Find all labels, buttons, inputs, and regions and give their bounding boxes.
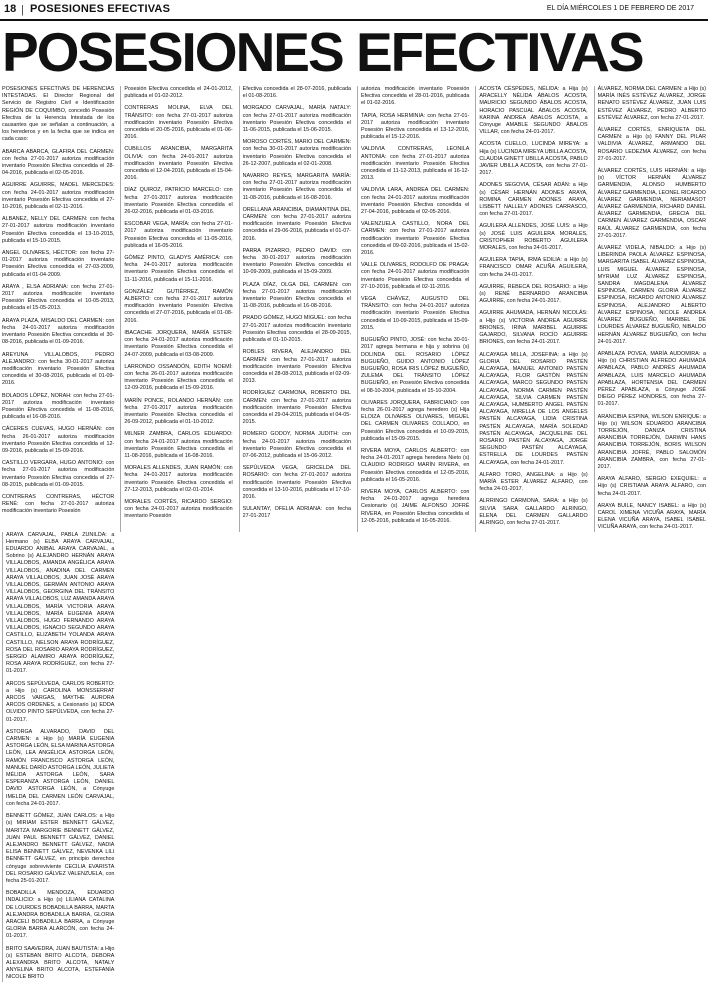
notice-column <box>120 86 232 532</box>
notice-entry: ÁLVAREZ VIDELA, NIBALDO: a Hijo (s) LIBERINDA PAOLA ÁLVAREZ ESPINOSA, MARGARITA ISABEL ÁLVAREZ ESPINOSA, LUIS MIGUEL ÁLVAREZ ESPINOSA, MYRIAM LUZ ÁLVAREZ ESPINOSA, SANDRA MAGDALENA ÁLVAREZ ESPINOSA, CARMEN GLORIA ÁLVAREZ ESPINOSA, RICARDO ANTONIO ÁLVAREZ ESPINOSA, ALEJANDRO ALBERTO ÁLVAREZ ESPINOSA, NICOLE ANDREA ÁLVAREZ BUGUEÑO, MARIBEL DE LOURDES ÁLVAREZ BUGUEÑO, NIBALDO HERNÁN ÁLVAREZ BUGUEÑO, con fecha 24-01-2017. <box>597 245 706 345</box>
notice-entry: Posesión Efectiva concedida el 24-01-2012, publicada el 01-02-2012. <box>124 86 233 100</box>
notice-column <box>594 86 706 532</box>
notice-column <box>239 86 351 532</box>
notice-column <box>357 86 469 532</box>
notice-entry: GONZÁLEZ GUTIÉRREZ, RAMÓN ALBERTO: con fecha 27-01-2017 autoriza modificación inventario Posesión Efectiva concedida el 27-07-2016, publicada el 01-08-2016. <box>124 288 233 324</box>
notice-entry: PARRA PIZARRO, PEDRO DAVID: con fecha 30-01-2017 autoriza modificación inventario Posesión Efectiva concedida el 10-09-2009, publicada el 15-09-2009. <box>242 247 351 276</box>
notice-entry: ANGEL OLIVARES, HÉCTOR: con fecha 27-01-2017 autoriza modificación inventario Posesión Efectiva concedida el 27-03-2009, publicada el 01-04-2009. <box>2 250 115 278</box>
header-separator: | <box>21 4 24 16</box>
notice-entry: CASTILLO VERGARA, HUGO ANTONIO: con fecha 27-01-2017 autoriza modificación inventario Posesión Efectiva concedida el 27-08-2015, publicada el 01-09-2015. <box>2 460 115 488</box>
notice-entry: ÁLVAREZ CORTÉS, LUIS HERNÁN: a Hijo (s) VÍCTOR HERNÁN ÁLVAREZ GARMENDIA, ALONSO HUMBERTO ÁLVAREZ GARMENDIA, LEONEL RICARDO ÁLVAREZ GARMENDIA, NERIAMASOT ÁLVAREZ GARMENDIA, RICHARD DANIEL ÁLVAREZ GARMENDIA, GRECIA DEL CARMEN ÁLVAREZ GARMENDIA, OSCAR RAÚL ÁLVAREZ GARMENDIA, con fecha 27-01-2017. <box>597 168 706 239</box>
notice-entry: NAVARRO REYES, MARGARITA MARÍA: con fecha 27-01-2017 autoriza modificación inventario Posesión Efectiva concedida el 11-08-2016, publicada el 16-08-2016. <box>242 173 351 201</box>
notice-entry: VALENZUELA CASTILLO, NORA DEL CARMEN: con fecha 27-01-2017 autoriza modificación inventario Posesión Efectiva concedida el 09-02-2016, publicada el 15-02-2016. <box>361 221 470 257</box>
notice-entry: MORALES ALLENDES, JUAN RAMÓN: con fecha 24-01-2017 autoriza modificación inventario Posesión Efectiva concedida el 27-12-2013, publicada el 02-01-2014. <box>124 465 233 493</box>
notice-entry: IBACACHE JORQUERA, MARÍA ESTER: con fecha 24-01-2017 autoriza modificación inventario Posesión Efectiva concedida el 24-07-2009, publicada el 03-08-2009. <box>124 329 233 358</box>
notice-entry: ARCOS SEPÚLVEDA, CARLOS ROBERTO: a Hijo (s) CAROLINA MONSSERRAT ARCOS VARGAS, MAYTHE AURORA ARCOS ORDENES, a Cesionario (a) EDDA OLVIDO PINTO SEPÚLVEDA, con fecha 27-01-2017. <box>6 680 115 723</box>
notice-column <box>475 86 587 532</box>
page-header <box>0 0 708 20</box>
notice-entry: CONTRERAS MOLINA, ELVA DEL TRÁNSITO: con fecha 27-01-2017 autoriza modificación inventario Posesión Efectiva concedida el 20-05-2016, publicada el 01-06-2016. <box>124 105 233 141</box>
notice-entry: ARANCIBIA ESPINA, WILSON ENRIQUE: a Hijo (s) WILSON EDUARDO ARANCIBIA TORREJÓN, DANIZA CRISTINA ARANCIBIA TORREJÓN, DARWIN HANS ARANCIBIA TORREJÓN, BORIS WILSON ARANCIBIA JOFRÉ, PABLO SALOMÓN ARANCIBIA ZAMBRA, con fecha 27-01-2017. <box>597 413 706 470</box>
notice-entry: AGUILERA ALLENDES, JOSÉ LUIS: a Hijo (s) JOSÉ LUIS AGUILERA MORALES, CRISTOPHER ROBERTO AGUILERA MORALES, con fecha 24-01-2017. <box>479 223 588 252</box>
notice-entry: MORALES CORTÉS, RICARDO SERGIO: con fecha 24-01-2017 autoriza modificación inventario Posesión <box>124 498 233 520</box>
notice-entry: RODRÍGUEZ CARMONA, ROBERTO DEL CARMEN: con fecha 27-01-2017 autoriza modificación inventario Posesión Efectiva concedida el 29-04-2015, publicada el 04-05-2015. <box>242 390 351 426</box>
notice-entry: BUGUEÑO PINTO, JOSÉ: con fecha 30-01-2017 agrega hermana e hija y sobrina (s) DOLINDA DEL ROSARIO LÓPEZ BUGUEÑO, GUIDO ANTONIO LÓPEZ BUGUEÑO, ROSA IRIS LÓPEZ BUGUEÑO, ZULEMA DEL TRÁNSITO LÓPEZ BUGUEÑO, en Posesión Efectiva concedida el 08-10-2004, publicada el 15-10-2004. <box>361 337 470 394</box>
notice-entry: MOROSO CORTÉS, MARIO DEL CARMEN: con fecha 30-01-2017 autoriza modificación inventario Posesión Efectiva concedida el 26-12-2007, publicada el 02-01-2008. <box>242 139 351 167</box>
notice-columns <box>2 86 706 981</box>
notice-entry: ACOSTA CÉSPEDES, NÉLIDA: a Hija (s) ARACELLY NÉLIDA ÁBALOS ACOSTA, MAURICIO SEGUNDO ÁBALOS ACOSTA, HORACIO PASCUAL ÁBALOS ACOSTA, KARINA ANDREA ÁBALOS ACOSTA, a Cónyuge AMABLE SEGUNDO ÁBALOS VILLAR, con fecha 24-01-2017. <box>479 86 588 136</box>
notice-entry: APABLAZA POVEA, MARÍA AUDOMIRA: a Hijo (s) CHRISTIAN ALFREDO AHUMADA APABLAZA, PABLO ANDRÉS AHUMADA APABLAZA, LUIS MARCELO AHUMADA APABLAZA, HORTENSIA DEL CARMEN PÉREZ APABLAZA, a Cónyuge JOSÉ DIEGO PÉREZ HONORES, con fecha 27-01-2017. <box>597 350 706 408</box>
notice-entry: DÍAZ QUIROZ, PATRICIO MARCELO: con fecha 27-01-2017 autoriza modificación inventario Posesión Efectiva concedida el 26-02-2016, publicada el 01-03-2016. <box>124 187 233 216</box>
notice-entry: ARAYA PLAZA, MISALDO DEL CARMEN: con fecha 24-01-2017 autoriza modificación inventario Posesión Efectiva concedida el 30-08-2016, publicada el 01-09-2016. <box>2 317 115 346</box>
notice-entry: BENNETT GÓMEZ, JUAN CARLOS: a Hijo (s) MIRIAM ESTER BENNETT GÁLVEZ, MARITZA MARGORIE BENNETT GÁLVEZ, JUAN PAUL BENNETT GÁLVEZ, DANIEL ALEJANDRO BENNETT GÁLVEZ, NADIA ELISA BENNETT GÁLVEZ, NEVENKA LILI BENNETT GÁLVEZ, en principio derechos cónyuge sobreviviente CECILIA EVARISTA DEL ROSARIO GÁLVEZ VALENZUELA, con fecha 25-01-2017. <box>6 813 115 884</box>
notice-entry: ESCOBAR VEGA, MARÍA: con fecha 27-01-2017 autoriza modificación inventario Posesión Efectiva concedida el 11-05-2016, publicada el 16-05-2016. <box>124 221 233 249</box>
notice-entry: LARRONDO OSSANDÓN, EDITH NOEMÍ: con fecha 26-01-2017 autoriza modificación inventario Posesión Efectiva concedida el 12-09-2016, publicada el 15-09-2016. <box>124 363 233 392</box>
notice-entry: VALLE OLIVARES, RODOLFO DE PRAGA: con fecha 24-01-2017 autoriza modificación inventario Posesión Efectiva concedida el 27-10-2016, publicada el 02-11-2016. <box>361 262 470 290</box>
notice-entry: CONTRERAS CONTRERAS, HÉCTOR RENÉ: con fecha 27-01-2017 autoriza modificación inventario Posesión <box>2 493 115 515</box>
notice-entry: ALBANEZ, NELLY DEL CARMEN: con fecha 27-01-2017 autoriza modificación inventario Posesión Efectiva concedida el 13-10-2015, publicada el 15-10-2015. <box>2 216 115 244</box>
notice-entry: ALRRINGO CARMONA, SARA: a Hijo (s) SILVIA SARA GALLARDO ALRINGO, ELENA DEL CARMEN GALLARDO ALRINGO, con fecha 27-01-2017. <box>479 498 588 526</box>
notice-entry: ASTORGA ALVARADO, DAVID DEL CARMEN: a Hijo (s) MARÍA EUGENIA ASTORGA LEÓN, ELSA MARINA ASTORGA LEÓN, LEA ANGÉLICA ASTORGA LEÓN, RAMÓN FRANCISCO ASTORGA LEÓN, MANUEL DARÍO ASTORGA LEÓN, JULIETA MÉLIDA ASTORGA LEÓN, SARA ESPERANZA ASTORGA LEÓN, DANIEL DAVID ASTORGA LEÓN, a Cónyuge IMELDA DEL CARMEN LEÓN CARVAJAL, con fecha 24-01-2017. <box>6 728 115 807</box>
notice-entry: ADONES SEGOVIA, CÉSAR ADÁN: a Hijo (s) CÉSAR HERNÁN ADONES ARAYA, ROMINA CARMEN ADONES ARAYA, LISBETT NALLELY ADONES CARRASCO, con fecha 27-01-2017. <box>479 182 588 218</box>
page-number: 18 <box>4 3 17 15</box>
notice-entry: ÁLVAREZ CORTÉS, ENRIQUETA DEL CARMEN: a Hijo (s) FANNY DEL PILAR VALDIVIA ÁLVAREZ, ARMANDO DEL ROSARIO LEDEZMA ÁLVAREZ, con fecha 27-01-2017. <box>597 127 706 162</box>
notice-entry: autoriza modificación inventario Posesión Efectiva concedida el 28-01-2016, publicada el 01-02-2016. <box>361 86 470 107</box>
notice-entry: ARAYA ALFARO, SERGIO EXEQUIEL: a Hijo (s) CRISTIANA ARAYA ALFARO, con fecha 24-01-2017. <box>597 476 706 497</box>
notice-entry: AGUIRRE AHUMADA, HERNÁN NICOLÁS: a Hijo (s) VICTORIA ANDREA AGUIRRE BRIONES, IRINA MARIBEL AGUIRRE GAJARDO, SILVANA ROCÍO AGUIRRE BRIONES, con fecha 24-01-2017. <box>479 310 588 346</box>
notice-entry: ALFARO TORO, ANGELINA: a Hijo (s) MARÍA ESTER ÁLVAREZ ALFARO, con fecha 24-01-2017. <box>479 471 588 493</box>
notice-entry: CUBILLOS ARANCIBIA, MARGARITA OLIVIA: con fecha 24-01-2017 autoriza modificación inventario Posesión Efectiva concedida el 12-04-2016, publicada el 15-04-2016. <box>124 146 233 182</box>
notice-entry: GÓMEZ PINTO, GLADYS AMÉRICA: con fecha 24-01-2017 autoriza modificación inventario Posesión Efectiva concedida el 11-11-2016, publicada el 15-11-2016. <box>124 255 233 283</box>
notice-column <box>2 86 114 532</box>
notice-entry: MILNER ZAMBRA, CARLOS EDUARDO: con fecha 24-01-2017 autoriza modificación inventario Posesión Efectiva concedida el 11-08-2016, publicada el 16-08-2016. <box>124 431 233 459</box>
notice-entry: TAPIA, ROSA HERMINIA: con fecha 27-01-2017 autoriza modificación inventario Posesión Efectiva concedida el 13-12-2016, publicada el 15-12-2016. <box>361 112 470 141</box>
notice-entry: ACOSTA CUELLO, LUCINDA MIREYA: a Hija (s) LUCINDA MIREYA UBILLA ACOSTA, CLAUDIA GINETT UBILLA ACOSTA, PABLO JAVIER UBILLA ACOSTA, con fecha 27-01-2017. <box>479 141 588 177</box>
notice-entry: VALDIVIA LARA, ANDREA DEL CARMEN: con fecha 24-01-2017 autoriza modificación inventario Posesión Efectiva concedida el 27-04-2016, publicada el 02-05-2016. <box>361 187 470 216</box>
notice-entry: POSESIONES EFECTIVAS DE HERENCIAS INTESTADAS. El Director Regional del Servicio de Registro Civil e Identificación REGIÓN DE COQUIMBO, concedió Posesión Efectiva de la Herencia Intestada de los causantes que se señalan a continuación, a los herederos y en la fecha que se indica en cada caso: <box>2 86 115 143</box>
notice-entry: ÁLVAREZ, NORMA DEL CARMEN: a Hijo (s) MARÍA INÉS ESTÉVEZ ÁLVAREZ, JORGE RENATO ESTÉVEZ ÁLVAREZ, JUAN LUIS ESTÉVEZ ÁLVAREZ, PEDRO ALBERTO ESTÉVEZ ÁLVAREZ, con fecha 27-01-2017. <box>597 86 706 121</box>
dateline: EL DÍA MIÉRCOLES 1 DE FEBRERO DE 2017 <box>546 5 694 12</box>
notice-entry: ARAYA CARVAJAL, PABLA ZUNILDA: a Hermano (s) ELBA ARAYA CARVAJAL, EDUARDO ANIBAL ARAYA CARVAJAL, a Sobrino (s) ALEJANDRO HERNÁN ARAYA VILLALOBOS, AMANDA ANGÉLICA ARAYA VILLALOBOS, ANADINA DEL CARMEN ARAYA VILLALOBOS, JUAN JOSÉ ARAYA VILLALOBOS, GERMÁN ANTONIO ARAYA VILLALOBOS, GEORGINA DEL TRÁNSITO ARAYA VILLALOBOS, LUZ AMANDA ARAYA VILLALOBOS, MARÍA VICTORIA ARAYA VILLALOBOS, MARÍA EUGENIA ARAYA VILLALOBOS, HUGO FERNANDO ARAYA VILLALOBOS, IGNACIO SEGUNDO ARAYA CASTILLO, ELIZABETH YOLANDA ARAYA CASTILLO, NELSON ARAYA RODRÍGUEZ, ROSA DEL ROSARIO ARAYA RODRÍGUEZ, SERGIO ALAMIRO ARAYA RODRÍGUEZ, ROSA ARAYA RODRÍGUEZ, con fecha 27-01-2017. <box>6 531 115 675</box>
notice-entry: MORGADO CARVAJAL, MARÍA NATALY: con fecha 27-01-2017 autoriza modificación inventario Posesión Efectiva concedida el 11-06-2015, publicada el 15-06-2015. <box>242 105 351 134</box>
headline: POSESIONES EFECTIVAS <box>2 21 643 83</box>
notice-entry: ROMERO GODOY, NORMA JUDITH: con fecha 24-01-2017 autoriza modificación inventario Posesión Efectiva concedida el 07-06-2012, publicada el 15-06-2012. <box>242 431 351 459</box>
notice-entry: VALDIVIA CONTRERAS, LEONILA ANTONIA: con fecha 27-01-2017 autoriza modificación inventario Posesión Efectiva concedida el 11-12-2013, publicada el 16-12-2013. <box>361 146 470 182</box>
notice-entry: ARAYA BUILE, NANCY ISABEL: a Hijo (s) CAROL XIMENA VICUÑA ARAYA, MARÍA ELENA VICUÑA ARAYA, ISABEL ISABEL VICUÑA ARAYA, con fecha 24-01-2017. <box>597 502 706 531</box>
notice-column <box>2 532 114 982</box>
notice-entry: ORELLANA ARANCIBIA, DIAMANTINA DEL CARMEN: con fecha 27-01-2017 autoriza modificación inventario Posesión Efectiva concedida el 29-06-2016, publicada el 01-07-2016. <box>242 206 351 242</box>
notice-entry: AGUIRRE, REBECA DEL ROSARIO: a Hijo (s) RENÉ BERNARDO ARANCIBIA AGUIRRE, con fecha 24-01-2017. <box>479 283 588 305</box>
notice-entry: OLIVARES JORQUERA, FABRICIANO: con fecha 26-01-2017 agrega heredero (s) Hija ELOIZA OLIVARES OLIVARES, MIGUEL DEL CARMEN OLIVARES COLLADO, en Posesión Efectiva concedida el 10-09-2015, publicada el 15-09-2015. <box>361 399 470 442</box>
notice-entry: PRADO GÓMEZ, HUGO MIGUEL: con fecha 27-01-2017 autoriza modificación inventario Posesión Efectiva concedida el 28-09-2015, publicada el 01-10-2015. <box>242 315 351 344</box>
section-title: POSESIONES EFECTIVAS <box>30 3 171 15</box>
notice-entry: BOBADILLA MENDOZA, EDUARDO INDALICIO: a Hijo (s) LILIANA CATALINA DE LOURDES BOBADILLA BARRA, MARTA ALEJANDRA BOBADILLA BARRA, GLORIA ARACELI BOBADILLA BARRA, a Cónyuge GLORIA BARRA ALARCÓN, con fecha 24-01-2017. <box>6 890 115 940</box>
notice-entry: ARAYA , ELSA ADRIANA: con fecha 27-01-2017 autoriza modificación inventario Posesión Efectiva concedida el 10-05-2013, publicada el 15-05-2013. <box>2 283 115 312</box>
notice-entry: CÁCERES CUEVAS, HUGO HERNÁN: con fecha 26-01-2017 autoriza modificación inventario Posesión Efectiva concedida el 12-09-2016, publicada el 15-09-2016. <box>2 426 115 454</box>
notice-entry: ROBLES RIVERA, ALEJANDRO DEL CARMEN: con fecha 27-01-2017 autoriza modificación inventario Posesión Efectiva concedida el 28-08-2013, publicada el 02-09-2013. <box>242 349 351 385</box>
notice-entry: AGUIRRE AGUIRRE, MADEL MERCEDES: con fecha 24-01-2017 autoriza modificación inventario Posesión Efectiva concedida el 27-10-2016, publicada el 02-11-2016. <box>2 182 115 211</box>
notice-entry: ABARCA ABARCA, GLAFIRA DEL CARMEN: con fecha 27-01-2017 autoriza modificación inventario Posesión Efectiva concedida el 28-04-2016, publicada el 02-05-2016. <box>2 148 115 177</box>
notice-entry: AREYUNA VILLALOBOS, PEDRO ALEJANDRO: con fecha 30-01-2017 autoriza modificación inventario Posesión Efectiva concedida el 30-08-2016, publicada el 01-09-2016. <box>2 351 115 387</box>
notice-entry: MARÍN PONCE, ROLANDO HERNÁN: con fecha 27-01-2017 autoriza modificación inventario Posesión Efectiva concedida el 26-09-2012, publicada el 01-10-2012. <box>124 397 233 426</box>
notice-entry: ALCAYAGA MILLA, JOSEFINA: a Hijo (s) GLORIA DEL ROSARIO PASTÉN ALCAYAGA, MANUEL ANTONIO PASTÉN ALCAYAGA, FLOR GASTÓN PASTÉN ALCAYAGA, MARCO SEGUNDO PASTÉN ALCAYAGA, NORMA CARMEN PASTÉN ALCAYAGA, SILVIA CARMEN PASTÉN ALCAYAGA, HUMBERTO ANGEL PASTÉN ALCAYAGA, MIRELLA DE LOS ANGELES PASTÉN ALCAYAGA, LIDIA CRISTINA PASTÉN ALCAYAGA, MARÍA SOLEDAD PASTÉN ALCAYAGA, JACQUELINE DEL ROSARIO PASTÉN ALCAYAGA, JORGE SEGUNDO PASTÉN ALCAYAGA, ESTRELLA DE LOURDES PASTÉN ALCAYAGA, con fecha 24-01-2017. <box>479 351 588 466</box>
notice-entry: SEPÚLVEDA VEGA, GRICELDA DEL ROSARIO: con fecha 27-01-2017 autoriza modificación inventario Posesión Efectiva concedida el 13-10-2016, publicada el 17-10-2016. <box>242 465 351 500</box>
notice-entry: AGUILERA TAPIA, IRMA EDILIA: a Hijo (s) FRANCISCO OMAR ACUÑA AGUILERA, con fecha 24-01-2017. <box>479 257 588 278</box>
notice-entry: VEGA CHÁVEZ, AUGUSTO DEL TRÁNSITO: con fecha 24-01-2017 autoriza modificación inventario Posesión Efectiva concedida el 10-09-2015, publicada el 15-09-2015. <box>361 296 470 331</box>
notice-entry: SULANTAY, OFELIA ADRIANA: con fecha 27-01-2017 <box>242 506 351 520</box>
notice-entry: Efectiva concedida el 28-07-2016, publicada el 01-08-2016. <box>242 86 351 100</box>
notice-entry: PLAZA DÍAZ, OLGA DEL CARMEN: con fecha 27-01-2017 autoriza modificación inventario Posesión Efectiva concedida el 11-08-2016, publicada el 16-08-2016. <box>242 281 351 310</box>
notice-entry: BOLADOS LÓPEZ, NORAH: con fecha 27-01-2017 autoriza modificación inventario Posesión Efectiva concedida el 11-08-2016, publicada el 16-08-2016. <box>2 392 115 421</box>
notice-entry: BRITO SAAVEDRA, JUAN BAUTISTA: a Hijo (s) ESTEBAN BRITO ALCOTA, DEBORA ALEXANDRA BRITO ALCOTA, NATALY ANYELINA BRITO ALCOTA, ESTEFANÍA NICOLE BRITO <box>6 945 115 981</box>
notice-entry: RIVERA MOYA, CARLOS ALBERTO: con fecha 24-01-2017 agrega heredera Nieto (s) CLAUDIO RODRIGO MARÍN RIVERA, en Posesión Efectiva concedida el 12-05-2016, publicada el 16-05-2016. <box>361 447 470 483</box>
notice-entry: RIVERA MOYA, CARLOS ALBERTO: con fecha 24-01-2017 agrega heredera Cesionario (s) JAIME ALFONSO JOFRÉ RIVERA, en Posesión Efectiva concedida el 12-05-2016, publicada el 16-05-2016. <box>361 488 470 524</box>
